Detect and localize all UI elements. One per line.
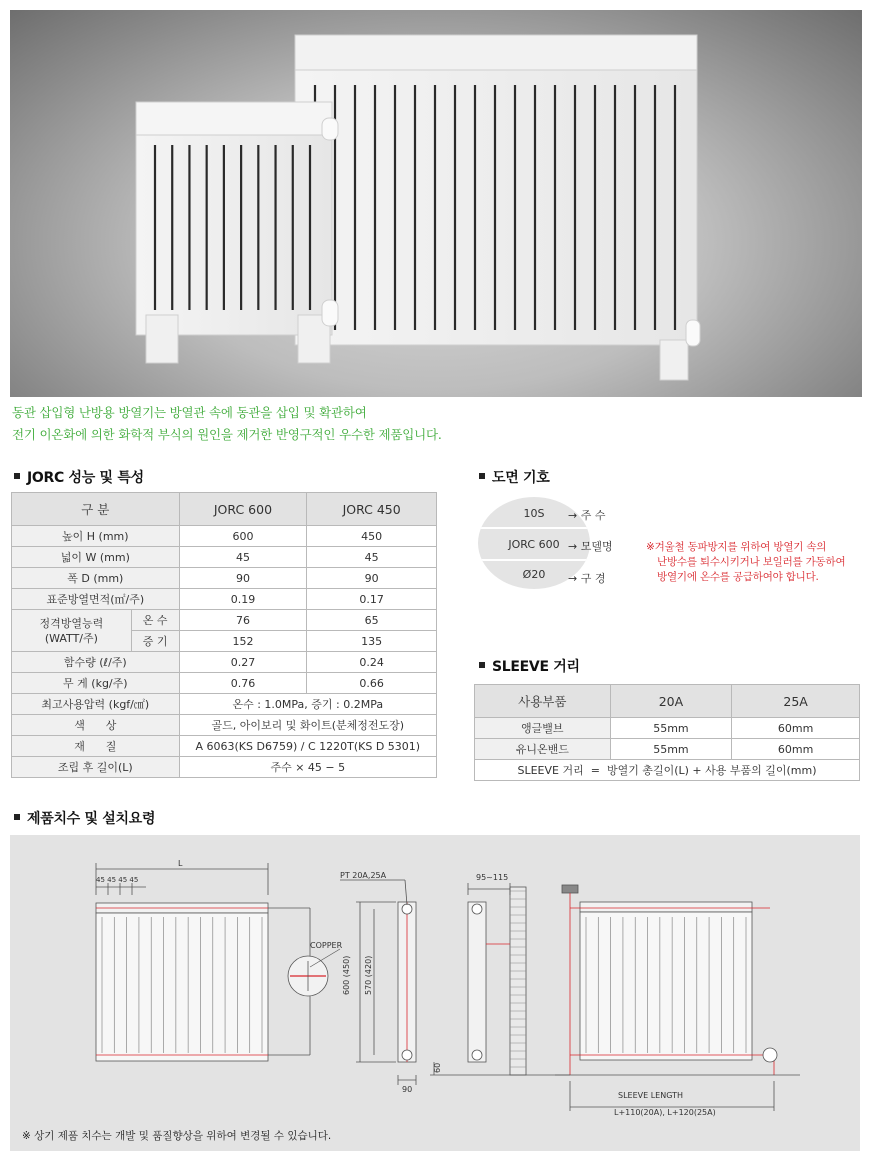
footnote: ※ 상기 제품 치수는 개발 및 품질향상을 위하여 변경될 수 있습니다. bbox=[22, 1130, 332, 1142]
table-row bbox=[12, 736, 437, 757]
winter-note-1: ※겨울철 동파방지를 위하여 방열기 속의 bbox=[646, 541, 827, 553]
pt-label: PT 20A,25A bbox=[340, 871, 387, 880]
table-row bbox=[12, 568, 437, 589]
sleeve-length-values: L+110(20A), L+120(25A) bbox=[614, 1108, 716, 1117]
cell-450: 135 bbox=[307, 631, 437, 652]
row-label: 색 상 bbox=[12, 715, 180, 736]
copper-detail bbox=[288, 949, 340, 996]
row-label: 유니온밴드 bbox=[475, 739, 611, 760]
height-60: 60 bbox=[433, 1062, 442, 1073]
radiator-illustration bbox=[10, 10, 862, 397]
row-label: 무 게 (kg/주) bbox=[12, 673, 180, 694]
cell-600: 152 bbox=[179, 631, 307, 652]
symbol-section-title bbox=[479, 467, 549, 487]
capacity-sub-steam: 증 기 bbox=[131, 631, 179, 652]
intro-line-1: 동관 삽입형 난방용 방열기는 방열관 속에 동관을 삽입 및 확관하여 bbox=[12, 405, 367, 420]
arrow-sections-label: → 주 수 bbox=[568, 509, 606, 522]
merged-value: 주수 × 45 − 5 bbox=[179, 757, 436, 778]
cell-450: 0.24 bbox=[307, 652, 437, 673]
cell-20a: 55mm bbox=[610, 739, 732, 760]
arrow-model-label: → 모델명 bbox=[568, 540, 613, 553]
table-row bbox=[12, 652, 437, 673]
oval-divider bbox=[478, 559, 590, 561]
bullet-square-icon bbox=[479, 662, 485, 668]
cell-600: 0.27 bbox=[179, 652, 307, 673]
sleeve-section-title bbox=[479, 656, 580, 676]
sleeve-table bbox=[474, 684, 860, 781]
capacity-label bbox=[12, 610, 132, 652]
width-90: 90 bbox=[402, 1085, 413, 1094]
installation-view bbox=[555, 885, 800, 1111]
cell-450: 65 bbox=[307, 610, 437, 631]
symbol-diameter: Ø20 bbox=[522, 568, 546, 581]
table-row bbox=[12, 715, 437, 736]
sleeve-header-20a: 20A bbox=[610, 685, 732, 718]
sleeve-header-25a: 25A bbox=[732, 685, 860, 718]
arrow-diameter-label: → 구 경 bbox=[568, 572, 606, 585]
merged-value: 골드, 아이보리 및 화이트(분체정전도장) bbox=[179, 715, 436, 736]
spec-title-text: JORC 성능 및 특성 bbox=[27, 470, 144, 486]
spec-header-jorc600: JORC 600 bbox=[179, 493, 307, 526]
merged-value: A 6063(KS D6759) / C 1220T(KS D 5301) bbox=[179, 736, 436, 757]
bullet-square-icon bbox=[14, 814, 20, 820]
spec-header-jorc450: JORC 450 bbox=[307, 493, 437, 526]
cell-600: 600 bbox=[179, 526, 307, 547]
capacity-label-1: 정격방열능력 bbox=[39, 616, 104, 630]
cell-450: 0.66 bbox=[307, 673, 437, 694]
technical-drawing bbox=[10, 835, 860, 1151]
spec-header-label: 구 분 bbox=[12, 493, 180, 526]
cell-600: 0.19 bbox=[179, 589, 307, 610]
symbol-model: JORC 600 bbox=[508, 538, 560, 551]
cell-600: 45 bbox=[179, 547, 307, 568]
row-label: 높이 H (mm) bbox=[12, 526, 180, 547]
spec-header-row bbox=[12, 493, 437, 526]
row-label: 폭 D (mm) bbox=[12, 568, 180, 589]
side-view bbox=[340, 880, 416, 1085]
drawing-title-text: 제품치수 및 설치요령 bbox=[27, 811, 156, 827]
drawing-svg bbox=[10, 835, 860, 1151]
table-row bbox=[475, 718, 860, 739]
cell-600: 0.76 bbox=[179, 673, 307, 694]
cell-450: 45 bbox=[307, 547, 437, 568]
cell-25a: 60mm bbox=[732, 718, 860, 739]
wall-view bbox=[430, 883, 570, 1075]
sleeve-length-label: SLEEVE LENGTH bbox=[618, 1091, 684, 1100]
sleeve-header-part: 사용부품 bbox=[475, 685, 611, 718]
capacity-sub-hotwater: 온 수 bbox=[131, 610, 179, 631]
height-570: 570 (420) bbox=[364, 955, 373, 995]
depth-label: 95~115 bbox=[476, 873, 509, 882]
dim-L: L bbox=[178, 859, 183, 868]
sleeve-formula: SLEEVE 거리 = 방열기 총길이(L) + 사용 부품의 길이(mm) bbox=[475, 760, 860, 781]
table-row bbox=[475, 739, 860, 760]
height-600: 600 (450) bbox=[342, 955, 351, 995]
capacity-label-2: (WATT/주) bbox=[44, 631, 98, 645]
cell-20a: 55mm bbox=[610, 718, 732, 739]
table-row bbox=[12, 526, 437, 547]
sleeve-title-text: SLEEVE 거리 bbox=[492, 659, 580, 675]
cell-450: 90 bbox=[307, 568, 437, 589]
symbol-title-text: 도면 기호 bbox=[492, 470, 550, 486]
product-photo bbox=[10, 10, 862, 397]
table-row bbox=[475, 760, 860, 781]
table-row bbox=[12, 610, 437, 631]
table-row bbox=[12, 589, 437, 610]
drawing-section-title bbox=[14, 808, 155, 828]
bullet-square-icon bbox=[14, 473, 20, 479]
table-row bbox=[12, 757, 437, 778]
winter-note-3: 방열기에 온수를 공급하여야 합니다. bbox=[657, 571, 819, 583]
spec-table bbox=[11, 492, 437, 778]
cell-600: 76 bbox=[179, 610, 307, 631]
cell-450: 0.17 bbox=[307, 589, 437, 610]
cell-600: 90 bbox=[179, 568, 307, 589]
table-row bbox=[12, 547, 437, 568]
copper-label: COPPER bbox=[310, 941, 343, 950]
row-label: 넓이 W (mm) bbox=[12, 547, 180, 568]
row-label: 최고사용압력 (kgf/㎠) bbox=[12, 694, 180, 715]
front-view bbox=[96, 863, 310, 1061]
dim-pitch: 45 45 45 45 bbox=[96, 876, 139, 884]
intro-line-2: 전기 이온화에 의한 화학적 부식의 원인을 제거한 반영구적인 우수한 제품입니다. bbox=[12, 427, 442, 442]
merged-value: 온수 : 1.0MPa, 증기 : 0.2MPa bbox=[179, 694, 436, 715]
oval-divider bbox=[478, 527, 590, 529]
table-row bbox=[12, 673, 437, 694]
sleeve-header-row bbox=[475, 685, 860, 718]
row-label: 조립 후 길이(L) bbox=[12, 757, 180, 778]
row-label: 함수량 (ℓ/주) bbox=[12, 652, 180, 673]
winter-note-2: 난방수를 퇴수시키거나 보일러를 가동하여 bbox=[657, 556, 846, 568]
cell-25a: 60mm bbox=[732, 739, 860, 760]
row-label: 표준방열면적(㎡/주) bbox=[12, 589, 180, 610]
row-label: 앵글밸브 bbox=[475, 718, 611, 739]
row-label: 재 질 bbox=[12, 736, 180, 757]
cell-450: 450 bbox=[307, 526, 437, 547]
spec-section-title bbox=[14, 467, 144, 487]
table-row bbox=[12, 694, 437, 715]
symbol-sections: 10S bbox=[523, 507, 545, 520]
bullet-square-icon bbox=[479, 473, 485, 479]
